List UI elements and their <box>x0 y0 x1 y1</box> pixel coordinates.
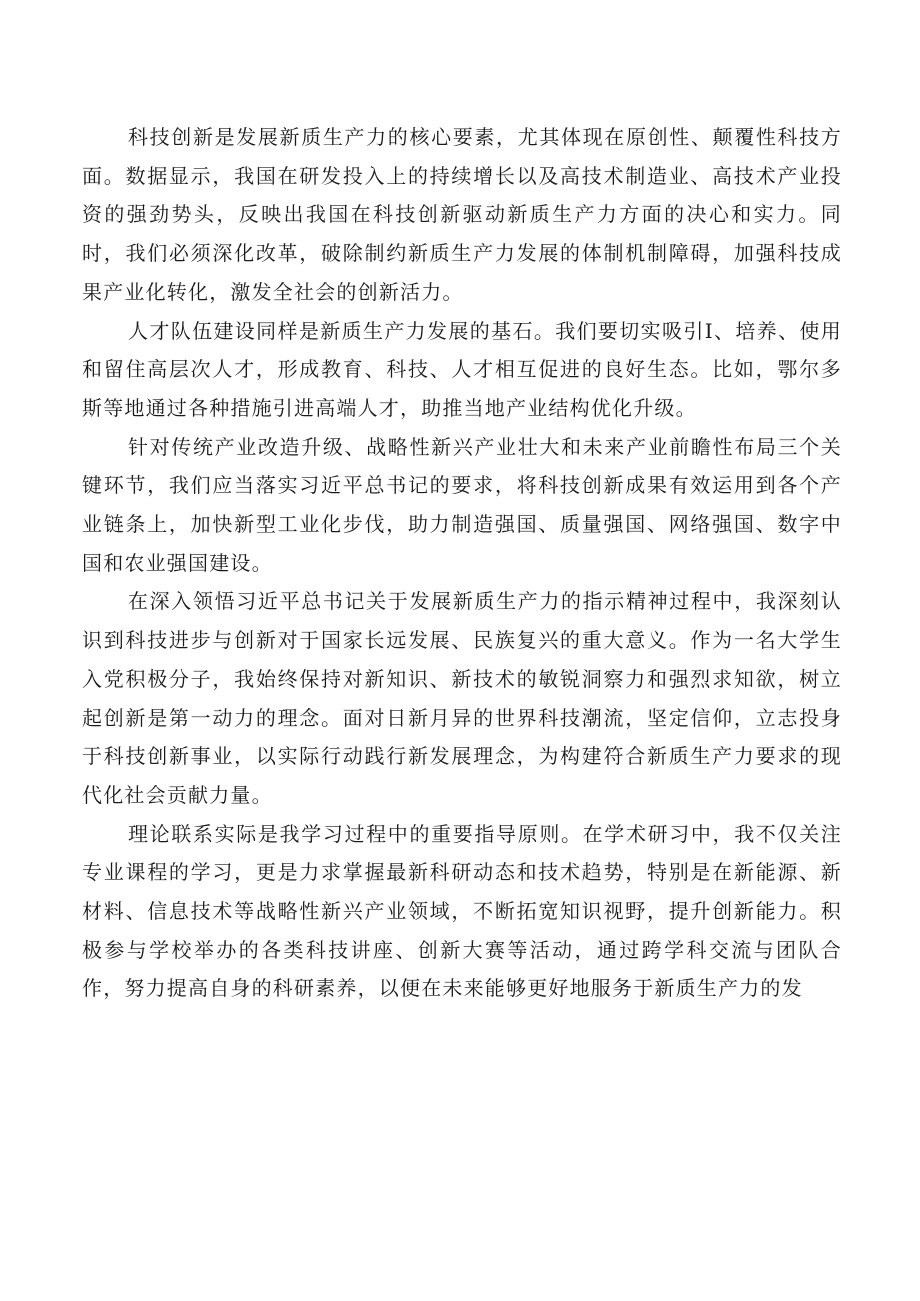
document-body <box>82 118 842 1008</box>
paragraph-theory-practice: 理论联系实际是我学习过程中的重要指导原则。在学术研习中，我不仅关注专业课程的学习，更是力求掌握最新科研动态和技术趋势，特别是在新能源、新材料、信息技术等战略性新兴产业领域，不断拓宽知识视野，提升创新能力。积极参与学校举办的各类科技讲座、创新大赛等活动，通过跨学科交流与团队合作，努力提高自身的科研素养，以便在未来能够更好地服务于新质生产力的发 <box>82 821 842 1001</box>
paragraph-tech-innovation: 科技创新是发展新质生产力的核心要素，尤其体现在原创性、颠覆性科技方面。数据显示，我国在研发投入上的持续增长以及高技术制造业、高技术产业投资的强劲势头，反映出我国在科技创新驱动新质生产力方面的决心和实力。同时，我们必须深化改革，破除制约新质生产力发展的体制机制障碍，加强科技成果产业化转化，激发全社会的创新活力。 <box>82 125 842 304</box>
paragraph-personal-understanding: 在深入领悟习近平总书记关于发展新质生产力的指示精神过程中，我深刻认识到科技进步与创新对于国家长远发展、民族复兴的重大意义。作为一名大学生入党积极分子，我始终保持对新知识、新技术的敏锐洞察力和强烈求知欲，树立起创新是第一动力的理念。面对日新月异的世界科技潮流，坚定信仰，立志投身于科技创新事业，以实际行动践行新发展理念，为构建符合新质生产力要求的现代化社会贡献力量。 <box>82 589 842 807</box>
paragraph-industry-upgrade: 针对传统产业改造升级、战略性新兴产业壮大和未来产业前瞻性布局三个关键环节，我们应当落实习近平总书记的要求，将科技创新成果有效运用到各个产业链条上，加快新型工业化步伐，助力制造强国、质量强国、网络强国、数字中国和农业强国建设。 <box>82 434 842 575</box>
paragraph-talent: 人才队伍建设同样是新质生产力发展的基石。我们要切实吸引I、培养、使用和留住高层次人才，形成教育、科技、人才相互促进的良好生态。比如，鄂尔多斯等地通过各种措施引进高端人才，助推当地产业结构优化升级。 <box>82 318 842 420</box>
